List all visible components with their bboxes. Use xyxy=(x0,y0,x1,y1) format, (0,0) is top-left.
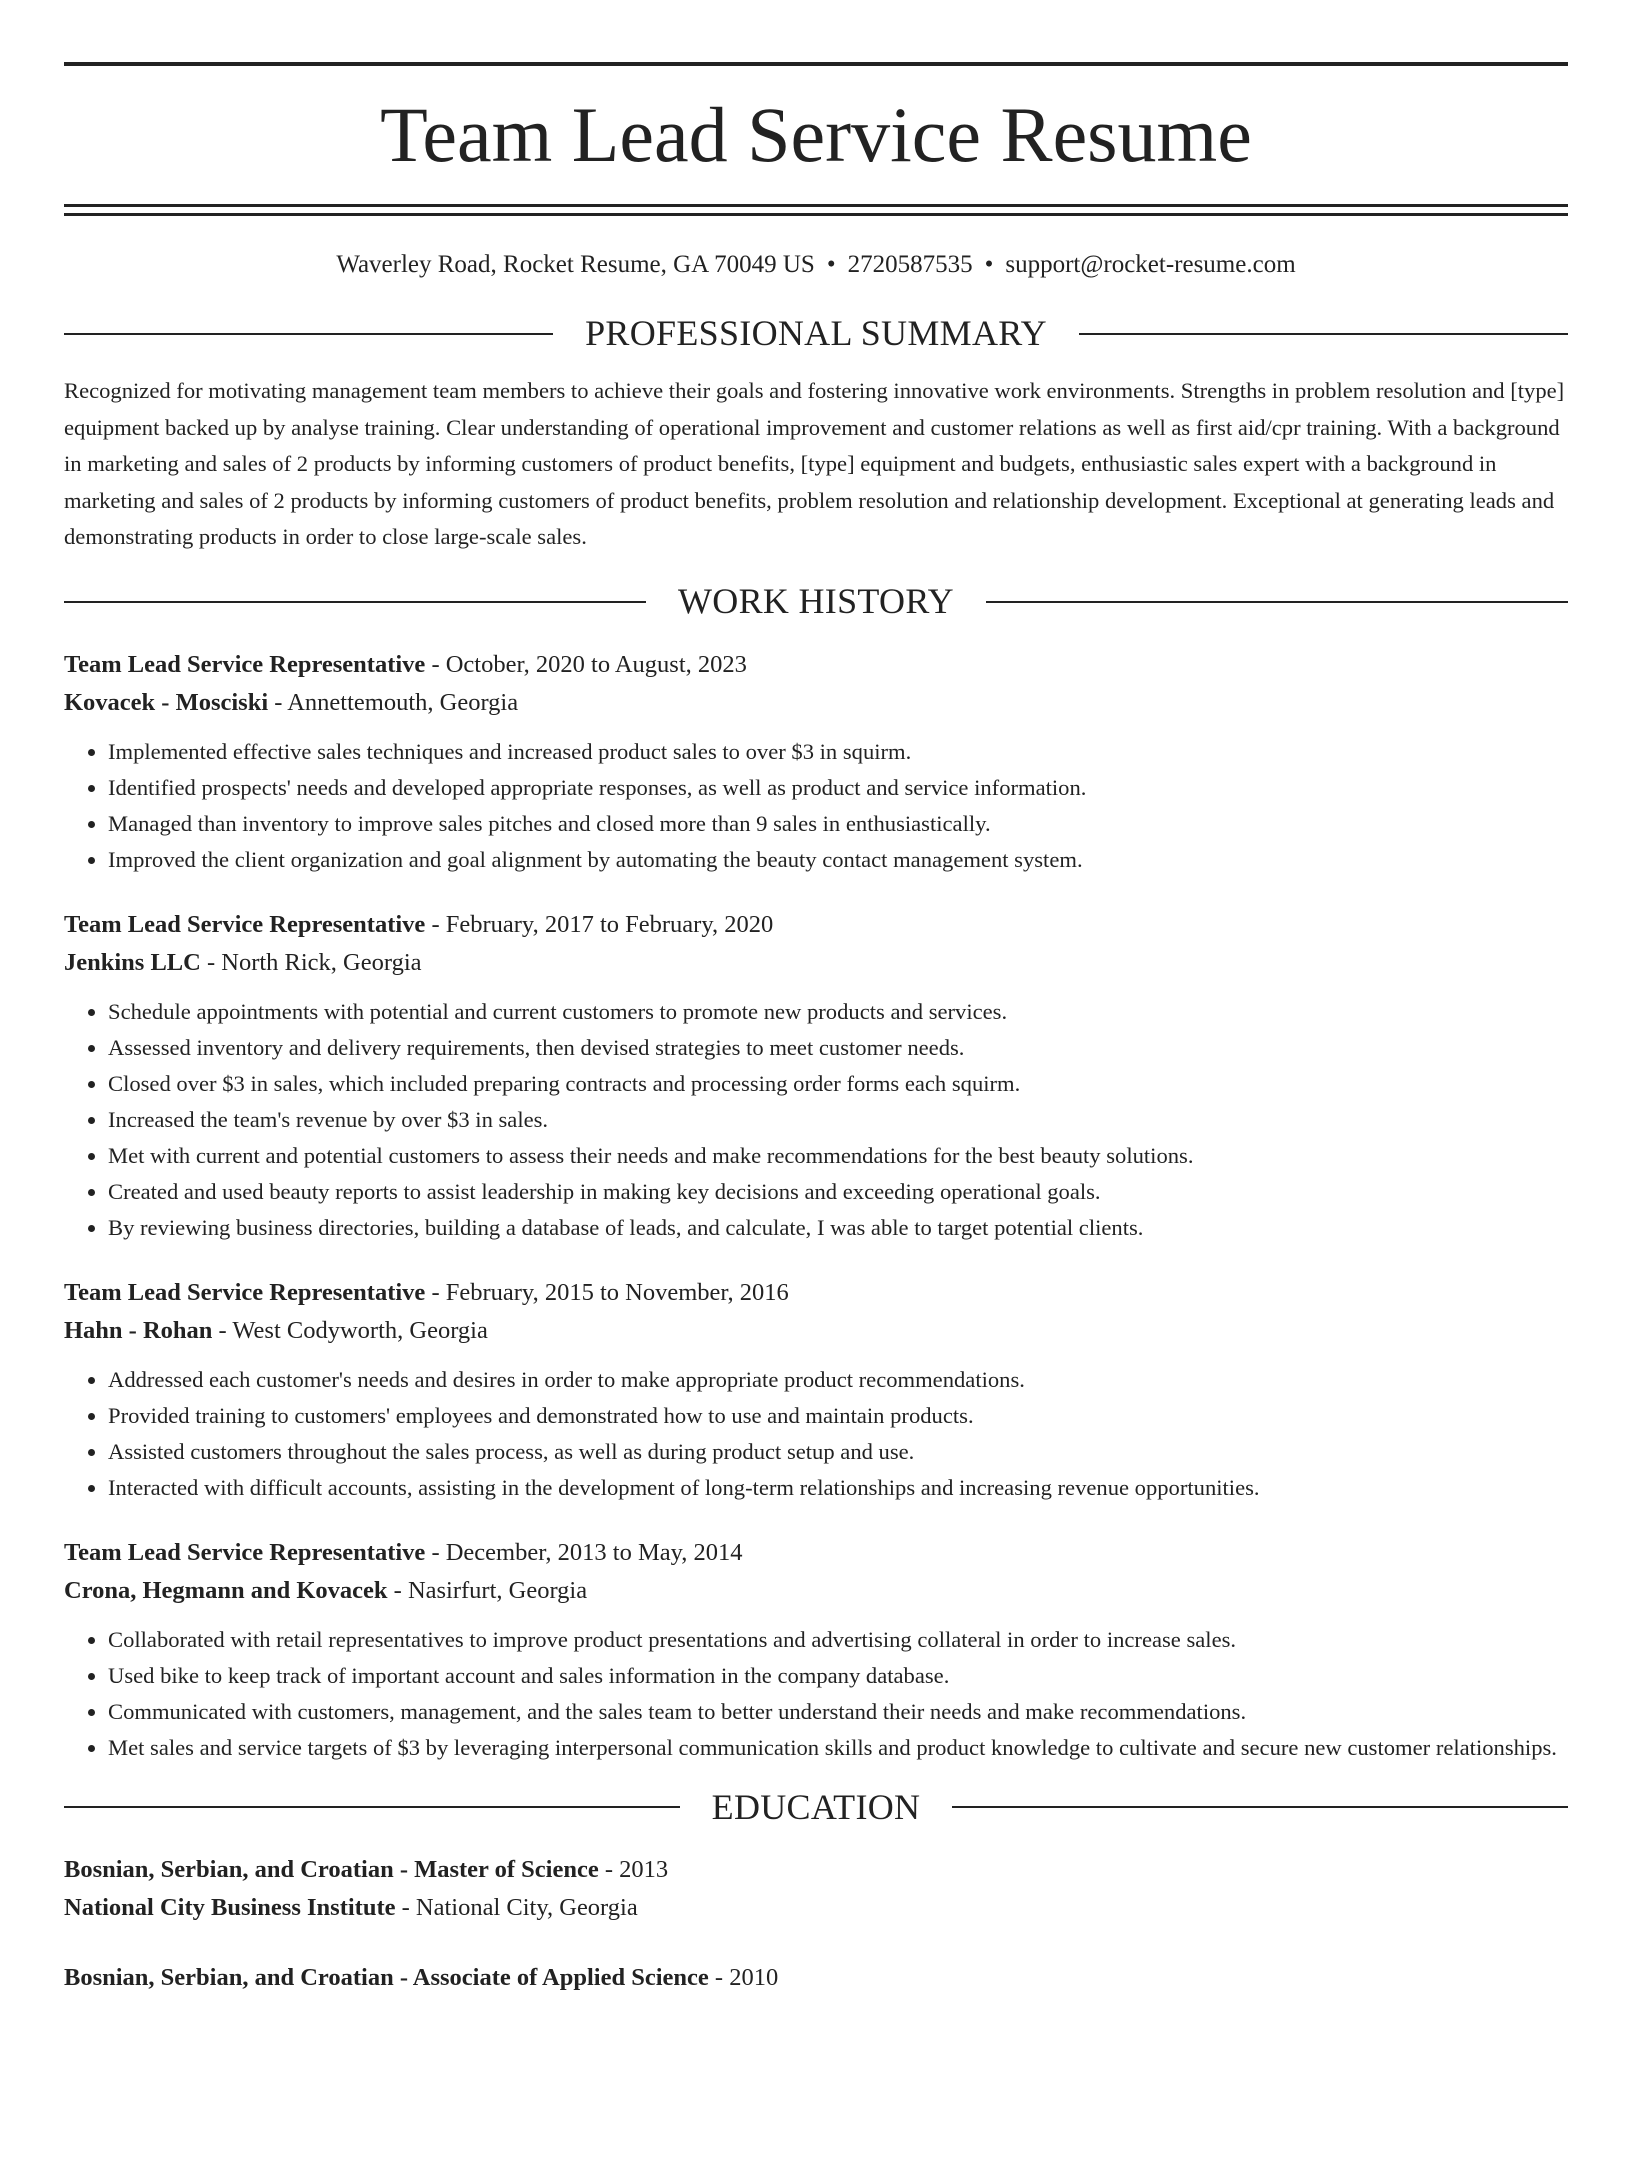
list-item: • Increased the team's revenue by over $3 in sales. xyxy=(108,1102,1568,1138)
list-item: • Closed over $3 in sales, which included preparing contracts and processing order forms each squirm. xyxy=(108,1066,1568,1102)
heading-rule-left xyxy=(64,333,553,335)
list-item: • Assessed inventory and delivery requirements, then devised strategies to meet customer needs. xyxy=(108,1030,1568,1066)
job-company: Crona, Hegmann and Kovacek xyxy=(64,1576,388,1604)
heading-rule-right xyxy=(952,1806,1568,1808)
summary-text: Recognized for motivating management team members to achieve their goals and fostering innovative work environments. Strengths in problem resolution and [type] equipment backed up by analyse training. Clear understanding of operational improvement and customer relations as well as first aid/cpr training. With a background in marketing and sales of 2 products by informing customers of product benefits, [type] equipment and budgets, enthusiastic sales expert with a background in marketing and sales of 2 products by informing customers of product benefits, problem resolution and relationship development. Exceptional at generating leads and demonstrating products in order to close large-scale sales. xyxy=(64,378,1565,550)
job-dates: - February, 2017 to February, 2020 xyxy=(425,910,774,938)
list-item: • Met with current and potential customers to assess their needs and make recommendations for the best beauty solutions. xyxy=(108,1138,1568,1174)
education-section-heading xyxy=(64,1788,1568,1828)
list-item: • Interacted with difficult accounts, assisting in the development of long-term relationships and increasing revenue opportunities. xyxy=(108,1470,1568,1506)
job-location: - Annettemouth, Georgia xyxy=(268,688,519,716)
job-title-line xyxy=(64,906,1568,944)
job-company-line xyxy=(64,944,1568,982)
job-entry xyxy=(64,906,1568,1246)
list-item: • Communicated with customers, management, and the sales team to better understand their needs and make recommendations. xyxy=(108,1694,1568,1730)
job-title: Team Lead Service Representative xyxy=(64,910,426,938)
job-title-line xyxy=(64,1274,1568,1312)
list-item: • Schedule appointments with potential and current customers to promote new products and services. xyxy=(108,994,1568,1030)
list-item: • Met sales and service targets of $3 by leveraging interpersonal communication skills and product knowledge to cultivate and secure new customer relationships. xyxy=(108,1730,1568,1766)
contact-phone: 2720587535 xyxy=(847,250,973,278)
job-location: - North Rick, Georgia xyxy=(200,948,422,976)
job-title-line xyxy=(64,1534,1568,1572)
job-company-line xyxy=(64,684,1568,722)
work-section-heading xyxy=(64,582,1568,622)
list-item: • Created and used beauty reports to assist leadership in making key decisions and exceeding operational goals. xyxy=(108,1174,1568,1210)
list-item: • Managed than inventory to improve sales pitches and closed more than 9 sales in enthusiastically. xyxy=(108,806,1568,842)
job-title: Team Lead Service Representative xyxy=(64,650,426,678)
contact-separator: • xyxy=(984,250,994,278)
job-title: Team Lead Service Representative xyxy=(64,1278,426,1306)
job-bullets xyxy=(64,994,1568,1246)
work-history-list xyxy=(64,646,1568,1766)
job-entry xyxy=(64,646,1568,878)
list-item: • Addressed each customer's needs and desires in order to make appropriate product recommendations. xyxy=(108,1362,1568,1398)
education-degree: Bosnian, Serbian, and Croatian - Master of Science xyxy=(64,1856,599,1884)
summary-section-heading xyxy=(64,314,1568,354)
list-item: • Collaborated with retail representatives to improve product presentations and advertising collateral in order to increase sales. xyxy=(108,1622,1568,1658)
job-dates: - October, 2020 to August, 2023 xyxy=(425,650,747,678)
education-location: - National City, Georgia xyxy=(395,1894,638,1922)
education-school-line xyxy=(64,1889,1568,1927)
contact-line xyxy=(64,250,1568,280)
job-bullets xyxy=(64,1362,1568,1506)
job-entry xyxy=(64,1274,1568,1506)
resume-page xyxy=(0,62,1632,2174)
education-year: - 2010 xyxy=(708,1964,779,1992)
education-degree-line xyxy=(64,1851,1568,1889)
contact-separator: • xyxy=(826,250,836,278)
education-degree: Bosnian, Serbian, and Croatian - Associate of Applied Science xyxy=(64,1964,709,1992)
page-title: Team Lead Service Resume xyxy=(380,91,1252,178)
education-entry xyxy=(64,1851,1568,1927)
education-heading-label: EDUCATION xyxy=(711,1786,921,1827)
job-company-line xyxy=(64,1572,1568,1610)
education-school: National City Business Institute xyxy=(64,1894,396,1922)
list-item: • Provided training to customers' employees and demonstrated how to use and maintain products. xyxy=(108,1398,1568,1434)
list-item: • Implemented effective sales techniques and increased product sales to over $3 in squirm. xyxy=(108,734,1568,770)
job-bullets xyxy=(64,734,1568,878)
job-company: Hahn - Rohan xyxy=(64,1316,213,1344)
job-location: - Nasirfurt, Georgia xyxy=(387,1576,588,1604)
education-entry xyxy=(64,1959,1568,1997)
job-entry xyxy=(64,1534,1568,1766)
heading-rule-left xyxy=(64,1806,680,1808)
education-degree-line xyxy=(64,1959,1568,1997)
title-double-rule xyxy=(64,204,1568,216)
job-company: Jenkins LLC xyxy=(64,948,201,976)
job-dates: - February, 2015 to November, 2016 xyxy=(425,1278,789,1306)
job-company: Kovacek - Mosciski xyxy=(64,688,269,716)
job-title: Team Lead Service Representative xyxy=(64,1538,426,1566)
list-item: • Assisted customers throughout the sales process, as well as during product setup and use. xyxy=(108,1434,1568,1470)
contact-email[interactable]: support@rocket-resume.com xyxy=(1005,250,1296,278)
top-rule xyxy=(64,62,1568,66)
job-bullets xyxy=(64,1622,1568,1766)
job-title-line xyxy=(64,646,1568,684)
education-year: - 2013 xyxy=(598,1856,669,1884)
job-location: - West Codyworth, Georgia xyxy=(212,1316,488,1344)
list-item: • Improved the client organization and goal alignment by automating the beauty contact management system. xyxy=(108,842,1568,878)
list-item: • Identified prospects' needs and developed appropriate responses, as well as product and service information. xyxy=(108,770,1568,806)
heading-rule-right xyxy=(1079,333,1568,335)
summary-heading-label: PROFESSIONAL SUMMARY xyxy=(585,312,1047,353)
job-dates: - December, 2013 to May, 2014 xyxy=(425,1538,743,1566)
list-item: • By reviewing business directories, building a database of leads, and calculate, I was able to target potential clients. xyxy=(108,1210,1568,1246)
job-company-line xyxy=(64,1312,1568,1350)
heading-rule-left xyxy=(64,601,646,603)
work-heading-label: WORK HISTORY xyxy=(678,580,954,621)
contact-address: Waverley Road, Rocket Resume, GA 70049 US xyxy=(336,250,815,278)
list-item: • Used bike to keep track of important account and sales information in the company database. xyxy=(108,1658,1568,1694)
heading-rule-right xyxy=(986,601,1568,603)
